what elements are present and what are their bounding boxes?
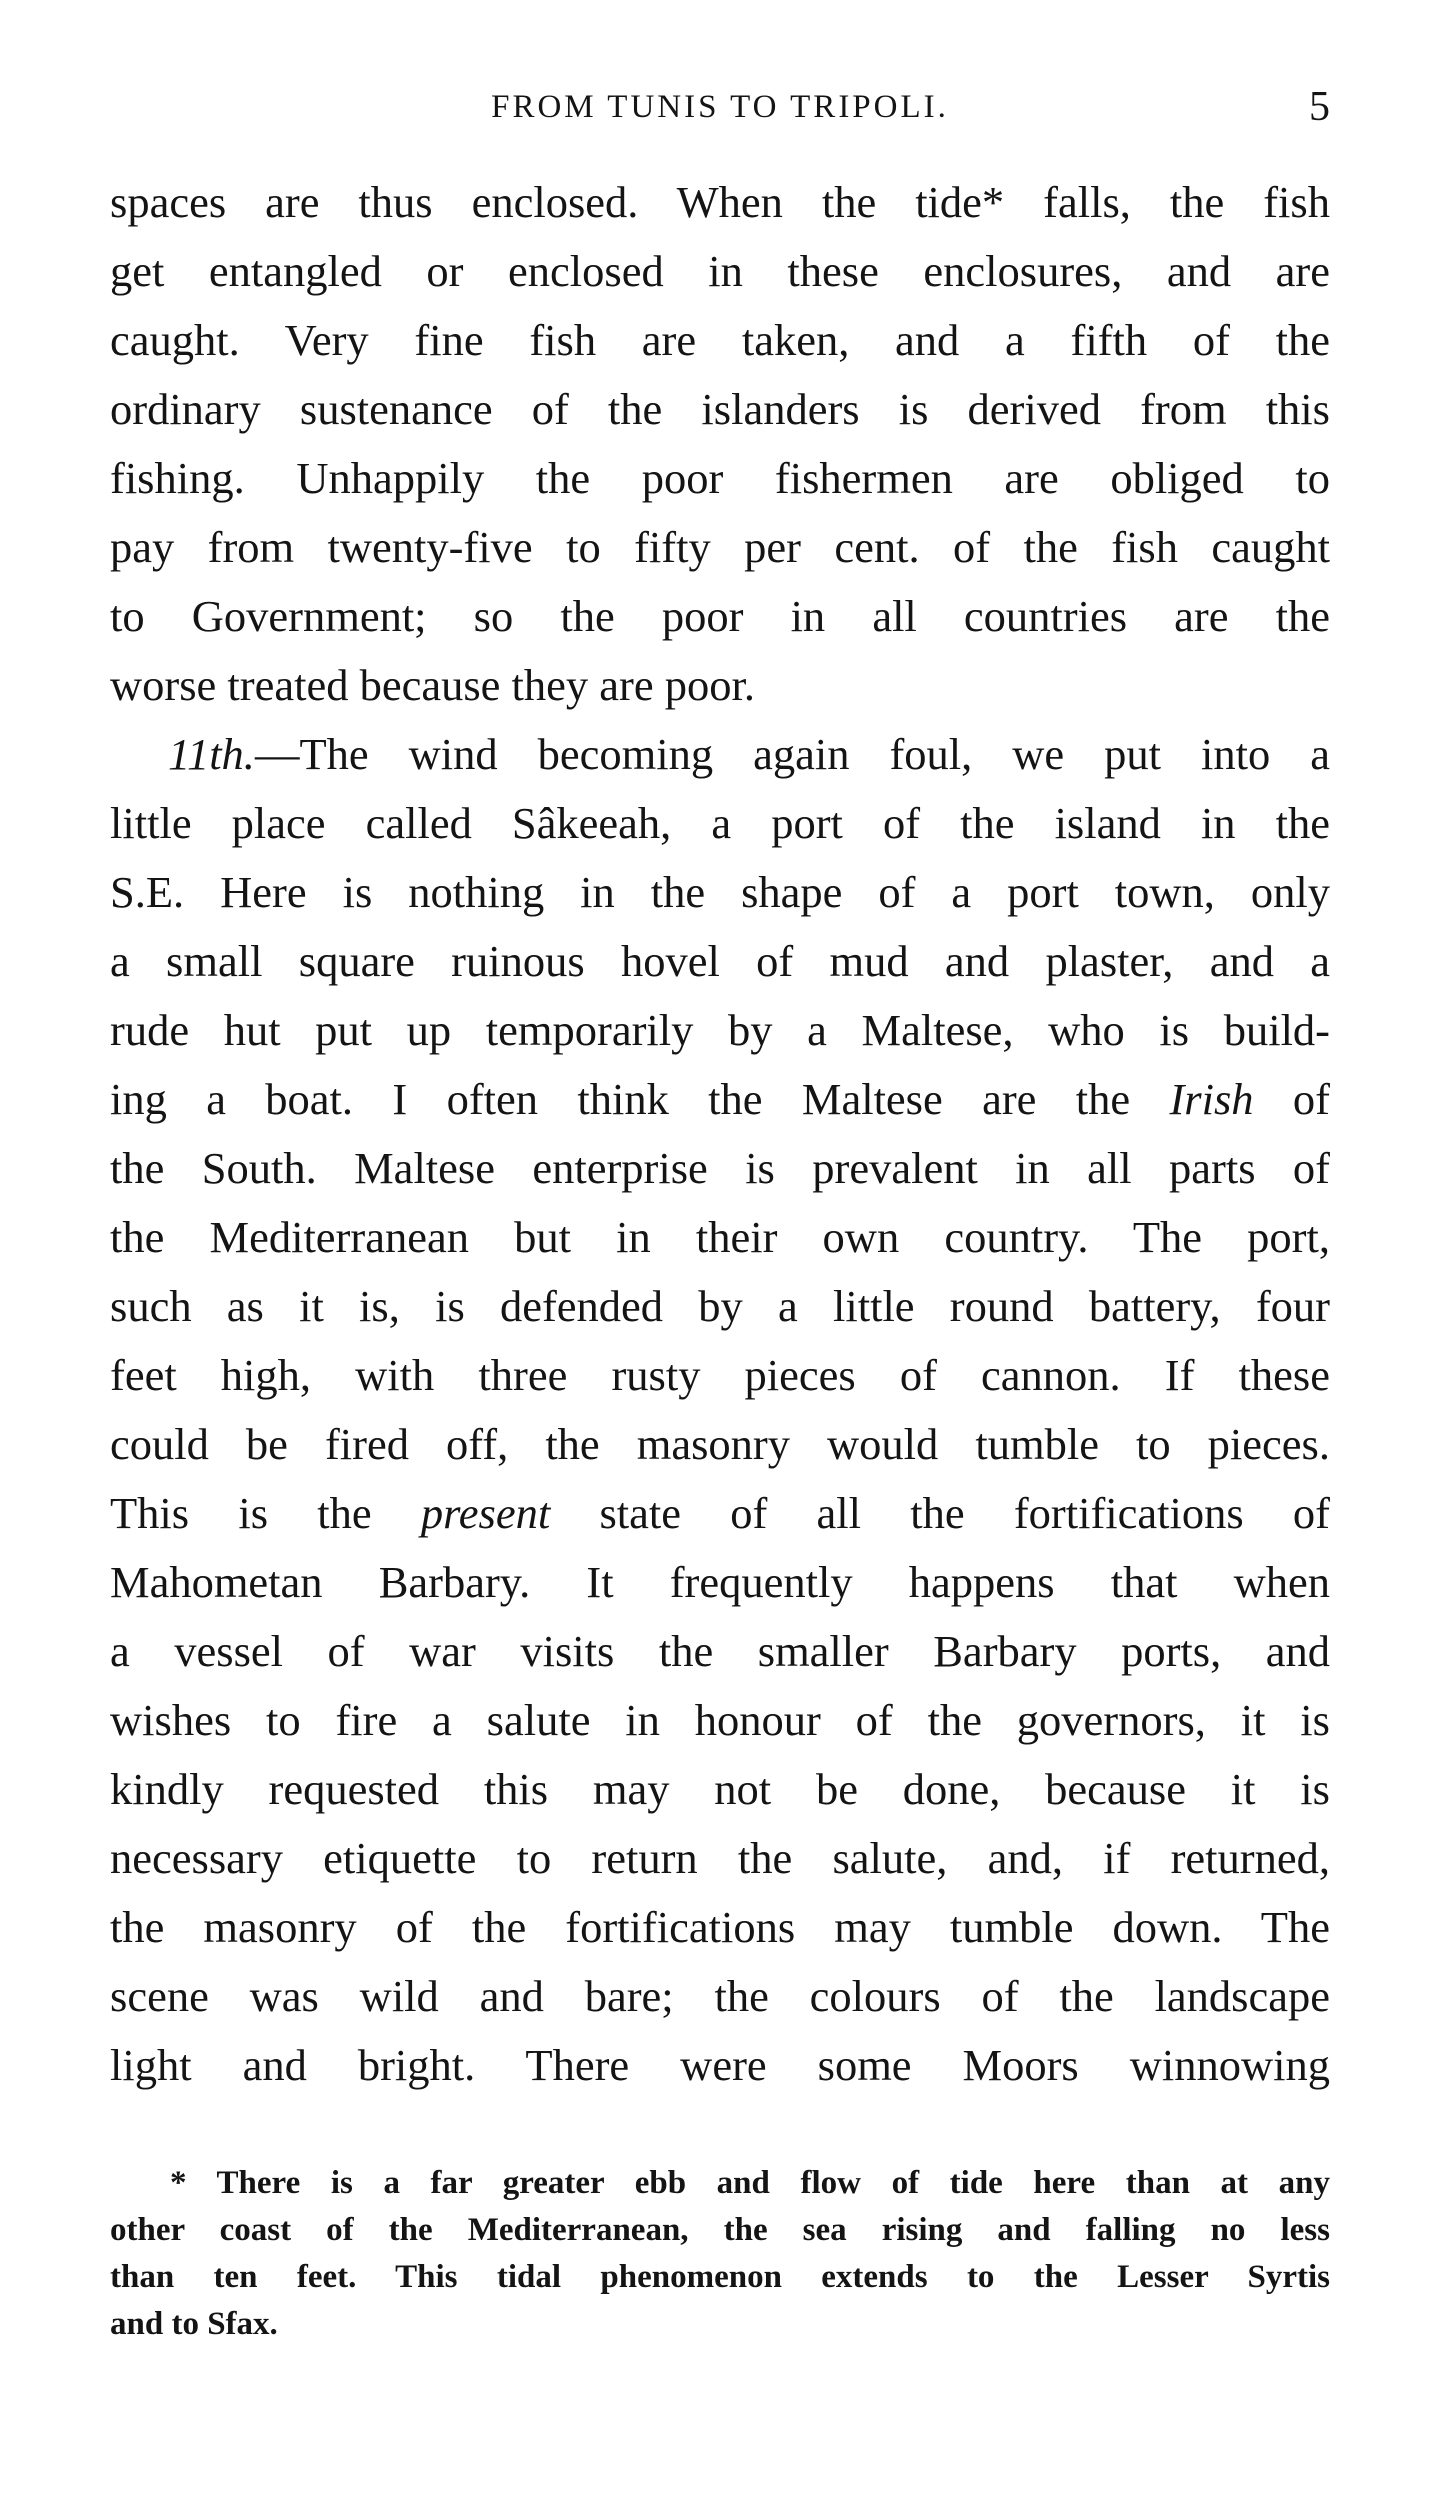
text-line: feet high, with three rusty pieces of cannon. If these (110, 1350, 1330, 1400)
text-line: get entangled or enclosed in these enclosures, and are (110, 246, 1330, 296)
text-line: such as it is, is defended by a little round battery, four (110, 1281, 1330, 1331)
text-line-with-italic (110, 1065, 1330, 1134)
running-title: FROM TUNIS TO TRIPOLI. (491, 89, 949, 125)
text-line: the masonry of the fortifications may tumble down. The (110, 1902, 1330, 1952)
text-line: ordinary sustenance of the islanders is derived from this (110, 384, 1330, 434)
text-line: a vessel of war visits the smaller Barbary ports, and (110, 1626, 1330, 1676)
text-line: pay from twenty-five to fifty per cent. of the fish caught (110, 522, 1330, 572)
text-fragment: This is the (110, 1488, 421, 1538)
footnote-line: other coast of the Mediterranean, the sea rising and falling no less (110, 2212, 1330, 2248)
text-fragment: of (1253, 1074, 1330, 1124)
text-line: necessary etiquette to return the salute, and, if returned, (110, 1833, 1330, 1883)
body-text (110, 168, 1330, 2100)
text-line: kindly requested this may not be done, because it is (110, 1764, 1330, 1814)
text-line-with-italic (110, 1479, 1330, 1548)
italic-word: Irish (1169, 1074, 1254, 1124)
text-fragment: state of all the fortifications of (550, 1488, 1330, 1538)
page-number: 5 (1309, 84, 1330, 130)
text-line: rude hut put up temporarily by a Maltese, who is build- (110, 1005, 1330, 1055)
text-line: could be fired off, the masonry would tumble to pieces. (110, 1419, 1330, 1469)
footnote-line: and to Sfax. (110, 2306, 278, 2342)
text-line: spaces are thus enclosed. When the tide* falls, the fish (110, 177, 1330, 227)
text-line: a small square ruinous hovel of mud and plaster, and a (110, 936, 1330, 986)
italic-word: present (420, 1488, 551, 1538)
text-line: wishes to fire a salute in honour of the governors, it is (110, 1695, 1330, 1745)
text-line: caught. Very fine fish are taken, and a fifth of the (110, 315, 1330, 365)
text-fragment: —The wind becoming again foul, we put into a (254, 729, 1330, 779)
text-line: the Mediterranean but in their own country. The port, (110, 1212, 1330, 1262)
text-line: the South. Maltese enterprise is prevalent in all parts of (110, 1143, 1330, 1193)
footnote-line: than ten feet. This tidal phenomenon extends to the Lesser Syrtis (110, 2259, 1330, 2295)
text-line: Mahometan Barbary. It frequently happens that when (110, 1557, 1330, 1607)
text-line: light and bright. There were some Moors winnowing (110, 2040, 1330, 2090)
text-line: little place called Sâkeeah, a port of the island in the (110, 798, 1330, 848)
paragraph-opening-line (110, 720, 1330, 789)
text-line: scene was wild and bare; the colours of the landscape (110, 1971, 1330, 2021)
date-label: 11th. (168, 729, 255, 779)
text-line: S.E. Here is nothing in the shape of a port town, only (110, 867, 1330, 917)
text-fragment: ing a boat. I often think the Maltese are the (110, 1074, 1170, 1124)
footnote (110, 2160, 1330, 2348)
text-line: fishing. Unhappily the poor fishermen are obliged to (110, 453, 1330, 503)
running-head (110, 82, 1330, 132)
footnote-line: * There is a far greater ebb and flow of tide here than at any (170, 2165, 1330, 2201)
text-line: worse treated because they are poor. (110, 660, 755, 710)
text-line: to Government; so the poor in all countries are the (110, 591, 1330, 641)
